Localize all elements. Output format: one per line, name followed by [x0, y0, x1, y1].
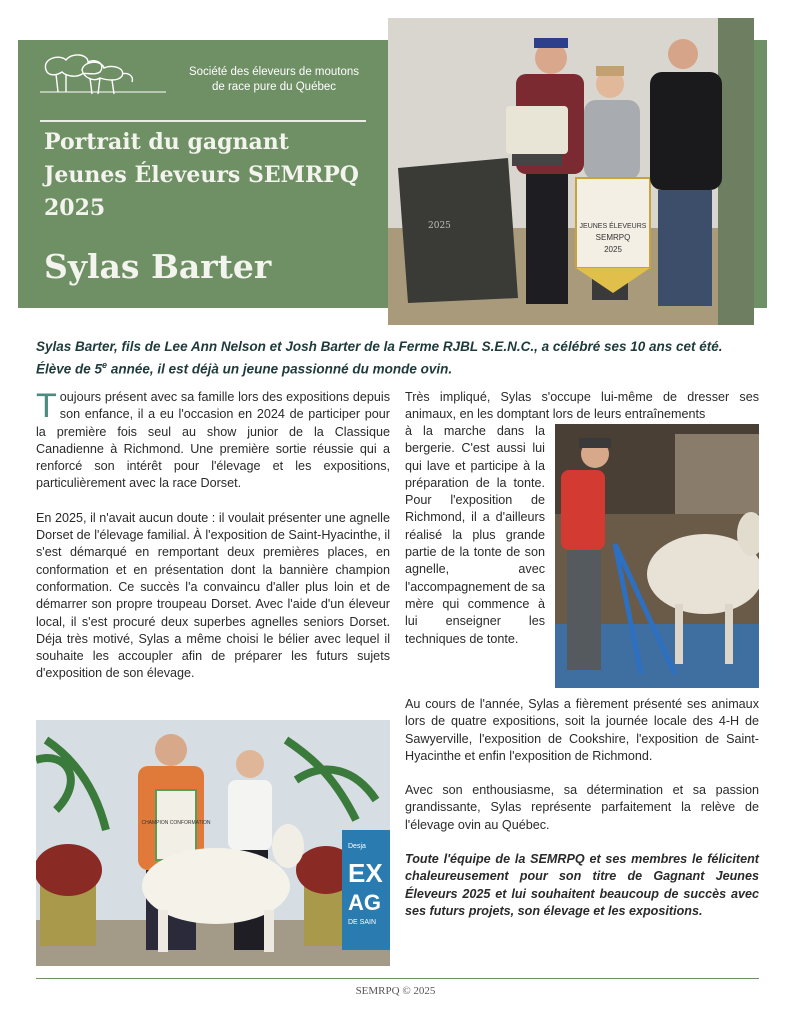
dropcap: T: [36, 387, 57, 425]
photo-family-trophy: [388, 18, 754, 325]
org-line-2: de race pure du Québec: [211, 81, 337, 93]
ribbon-label: CHAMPION CONFORMATION: [141, 820, 211, 826]
sheep-logo-icon: [38, 48, 168, 98]
right-paragraph-2: Au cours de l'année, Sylas a fièrement présenté ses animaux lors de quatre expositions, soit la journée locale des 4-H de Sawyerville, l'exposition de Cookshire, l'exposition de Saint-Hyacinthe et enfin l'exposition de Richmond.: [405, 697, 759, 763]
footer-copyright: SEMRPQ © 2025: [355, 985, 436, 997]
intro-text-before: Sylas Barter, fils de Lee Ann Nelson et Josh Barter de la Ferme RJBL S.E.N.C., a célébré ses 10 ans cet été. Élève de 5: [36, 339, 723, 377]
photo-shearing: [555, 424, 759, 688]
org-line-1: Société des éleveurs de moutons: [188, 66, 360, 78]
title-line-1: Portrait du gagnant: [44, 129, 289, 155]
intro-sup: e: [102, 360, 108, 370]
header-banner: [18, 40, 388, 308]
intro-paragraph: [36, 338, 759, 379]
right-paragraph-closing: Toute l'équipe de la SEMRPQ et ses membres le félicitent chaleureusement pour son titre de Gagnant Jeunes Éleveurs 2025 et lui souhaitent beaucoup de succès avec ses futurs projets, son élevage et les expositions.: [405, 852, 759, 918]
winner-name: Sylas Barter: [44, 247, 272, 286]
sign-line-2: AG: [348, 890, 381, 915]
footer-divider: [36, 978, 759, 979]
sign-line-1: EX: [348, 858, 383, 888]
header-divider: [40, 120, 366, 122]
title-line-2: Jeunes Éleveurs SEMRPQ: [44, 162, 359, 188]
chair-year: 2025: [428, 221, 451, 231]
right-paragraph-1-wrap: à la marche dans la bergerie. C'est aussi lui qui lave et participe à la préparation de la tonte. Pour l'exposition de Richmond, il a d'ailleurs réalisé la plus grande partie de la tonte de son agnelle, avec l'accompagnement de sa mère qui commence à lui enseigner les techniques de tonte.: [405, 424, 545, 646]
sign-line-3: DE SAIN: [348, 919, 377, 926]
left-p1-text: oujours présent avec sa famille lors des expositions depuis son enfance, il a eu l'occasion en 2024 de participer pour la première fois seul au show junior de la Classique Canadienne à Richmond. Une première sortie réussie qui a renforcé son intérêt pour l'élevage et les expositions, particulièrement avec la race Dorset.: [36, 390, 390, 491]
sign-brand: Desja: [348, 843, 366, 850]
photo-champion-lamb: [36, 720, 390, 966]
left-paragraph-1: [36, 389, 390, 493]
banner-line-3: 2025: [604, 245, 622, 254]
right-paragraph-3: Avec son enthousiasme, sa détermination et sa passion grandissante, Sylas représente parfaitement la relève de l'élevage ovin au Québec.: [405, 783, 759, 832]
right-paragraph-1-top: Très impliqué, Sylas s'occupe lui-même de dresser ses animaux, en les domptant lors de leurs entraînements: [405, 390, 759, 422]
green-accent-strip: [754, 40, 767, 308]
organization-name: [164, 65, 384, 95]
title-line-3: 2025: [44, 195, 106, 221]
banner-line-1: JEUNES ÉLEVEURS: [579, 223, 647, 230]
left-column: [36, 389, 390, 683]
banner-line-2: SEMRPQ: [595, 233, 631, 242]
left-paragraph-2: En 2025, il n'avait aucun doute : il voulait présenter une agnelle Dorset de l'élevage familial. À l'exposition de Saint-Hyacinthe, il s'est démarqué en remportant deux premières places, en conformation et en présentation dont la bannière champion conformation. Ce succès l'a convaincu d'aller plus loin et de démarrer son propre troupeau Dorset. Avec l'aide d'un éleveur local, il s'est procuré deux superbes agnelles seniors Dorset. Déja très motivé, Sylas a même choisi le bélier avec lequel il souhaite les accoupler afin de préparer les futurs sujets d'exposition de son élevage.: [36, 510, 390, 681]
page-title: [44, 126, 384, 225]
right-column-bottom: [405, 696, 759, 920]
intro-text-after: année, il est déjà un jeune passionné du monde ovin.: [107, 361, 453, 377]
